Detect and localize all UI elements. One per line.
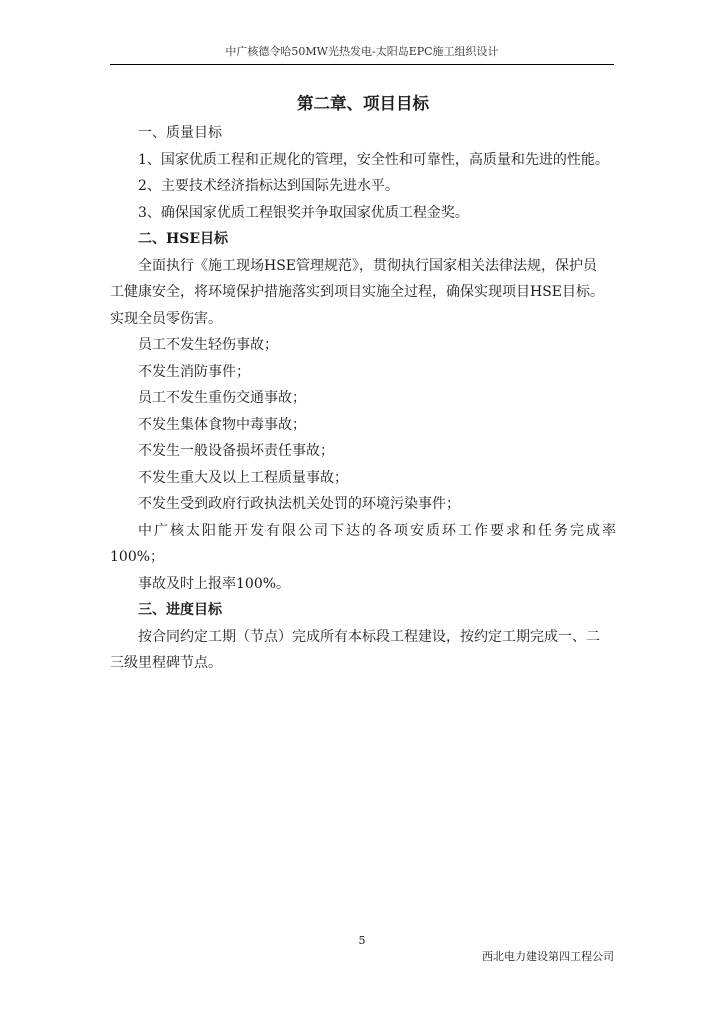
chapter-title: 第二章、项目目标	[297, 94, 429, 113]
header-divider	[110, 64, 614, 65]
quality-item: 3、确保国家优质工程银奖并争取国家优质工程金奖。	[138, 204, 469, 221]
schedule-line: 三级里程碑节点。	[110, 655, 222, 671]
quality-item: 2、主要技术经济指标达到国际先进水平。	[138, 178, 399, 194]
hse-item: 不发生受到政府行政执法机关处罚的环境污染事件；	[138, 496, 460, 512]
quality-item: 1、国家优质工程和正规化的管理，安全性和可靠性，高质量和先进的性能。	[138, 151, 609, 168]
page-number: 5	[358, 934, 366, 947]
hse-item: 不发生消防事件；	[138, 363, 250, 380]
footer-company: 西北电力建设第四工程公司	[482, 950, 614, 963]
section-heading-quality: 一、质量目标	[138, 125, 222, 141]
hse-item: 不发生一般设备损坏责任事故；	[138, 443, 334, 459]
hse-item: 员工不发生重伤交通事故；	[138, 390, 306, 406]
running-header: 中广核德令哈50MW光热发电-太阳岛EPC施工组织设计	[225, 45, 499, 58]
hse-report-line: 事故及时上报率100%。	[138, 575, 291, 592]
schedule-line: 按合同约定工期（节点）完成所有本标段工程建设，按约定工期完成一、二	[138, 628, 600, 645]
page-body	[110, 88, 616, 677]
hse-intro-line: 工健康安全，将环境保护措施落实到项目实施全过程，确保实现项目HSE目标。	[110, 284, 605, 300]
hse-task-line: 100%；	[110, 549, 165, 565]
section-heading-schedule: 三、进度目标	[138, 602, 222, 618]
hse-task-line: 中广核太阳能开发有限公司下达的各项安质环工作要求和任务完成率	[138, 522, 616, 539]
hse-item: 不发生集体食物中毒事故；	[138, 416, 306, 433]
hse-intro-line: 全面执行《施工现场HSE管理规范》，贯彻执行国家相关法律法规，保护员	[138, 257, 598, 274]
hse-intro-line: 实现全员零伤害。	[110, 310, 222, 327]
section-heading-hse: 二、HSE目标	[138, 231, 229, 247]
hse-item: 员工不发生轻伤事故；	[138, 337, 278, 353]
hse-item: 不发生重大及以上工程质量事故；	[138, 469, 348, 486]
